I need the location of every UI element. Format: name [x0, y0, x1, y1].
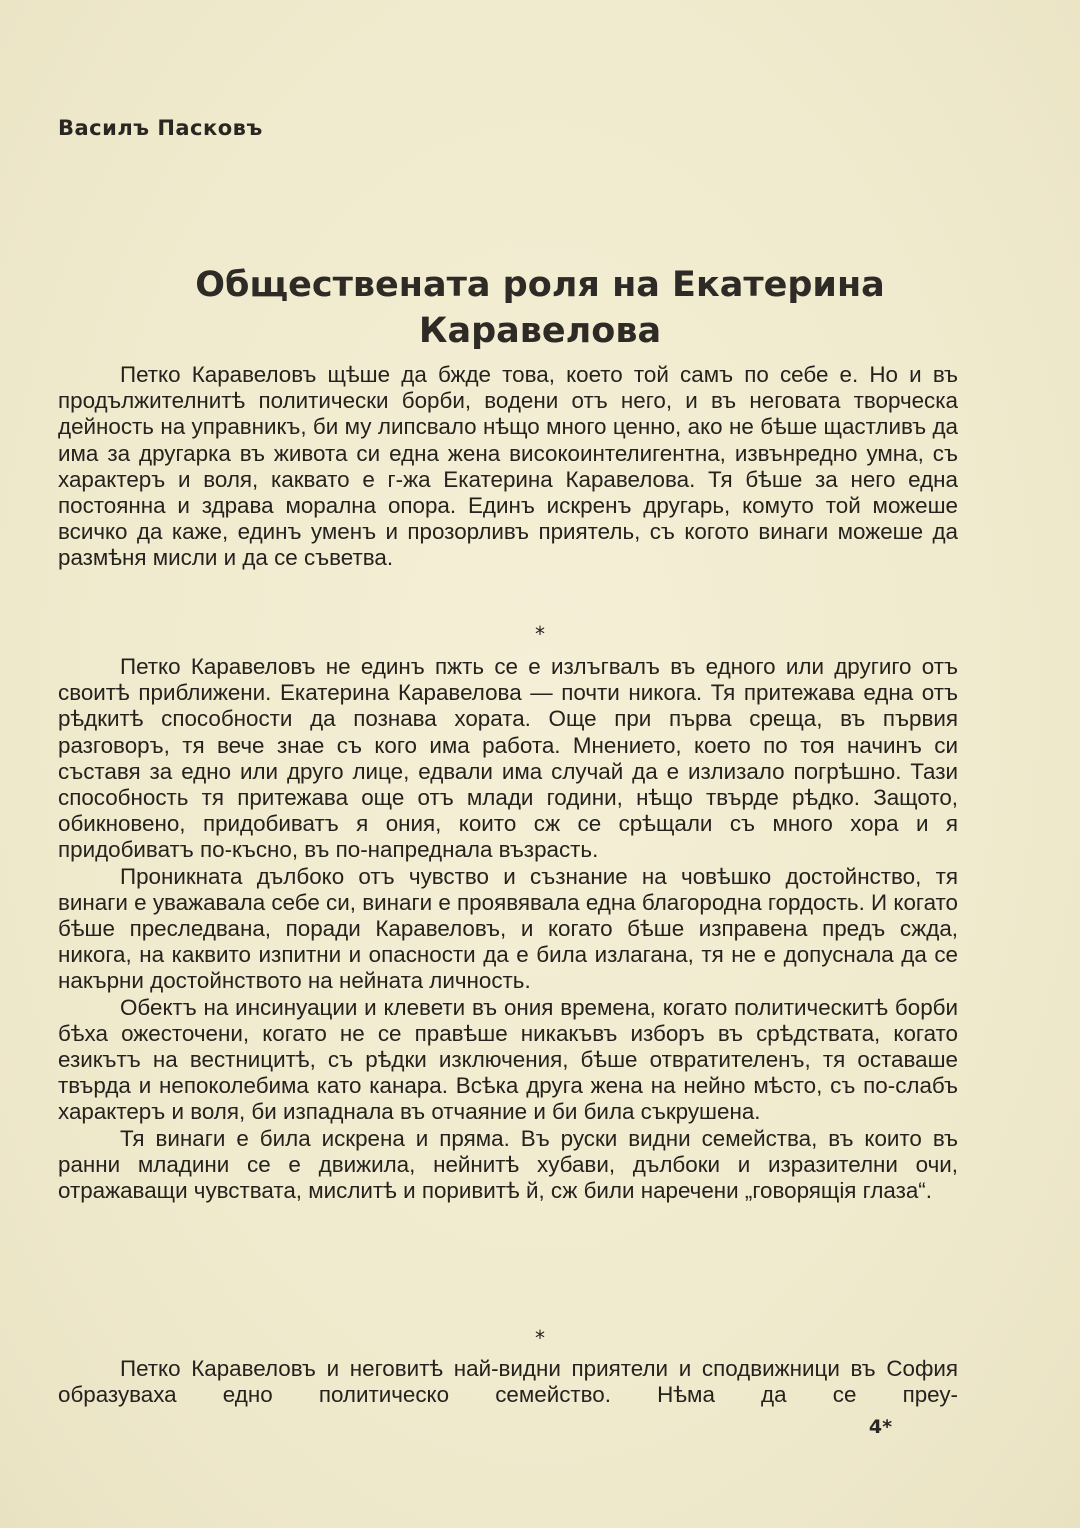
- title-line-1: Обществената роля на Екатерина: [195, 265, 885, 305]
- section-2: [58, 654, 958, 1204]
- article-title: [60, 262, 1020, 354]
- section-3: [58, 1356, 958, 1408]
- section-separator: *: [535, 622, 545, 646]
- paragraph: Петко Каравеловъ и неговитѣ най-видни приятели и сподвижници въ София образуваха едно политическо семейство. Нѣма да се преу-: [58, 1356, 958, 1408]
- paragraph: Петко Каравеловъ щѣше да бжде това, което той самъ по себе е. Но и въ продължителнитѣ политически борби, водени отъ него, и въ неговата творческа дейность на управникъ, би му липсвало нѣщо много ценно, ако не бѣше щастливъ да има за другарка въ живота си една жена високоинтелигентна, извънредно умна, съ характеръ и воля, каквато е г-жа Екатерина Каравелова. Тя бѣше за него една постоянна и здрава морална опора. Единъ искренъ другарь, комуто той можеше всичко да каже, единъ уменъ и прозорливъ приятель, съ когото винаги можеше да размѣня мисли и да се съветва.: [58, 362, 958, 571]
- section-1: [58, 362, 958, 572]
- author-name: Василъ Пасковъ: [58, 116, 263, 140]
- page-number: 4*: [868, 1416, 892, 1438]
- section-separator: *: [535, 1326, 545, 1350]
- paragraph: Петко Каравеловъ не единъ пжть се е излъгвалъ въ едного или другиго отъ своитѣ приближени. Екатерина Каравелова — почти никога. Тя притежава една отъ рѣдкитѣ способности да познава хората. Още при първа среща, въ първия разговоръ, тя вече знае съ кого има работа. Мнението, което по тоя начинъ си съставя за едно или друго лице, едвали има случай да е излизало погрѣшно. Тази способность тя притежава още отъ млади години, нѣщо твърде рѣдко. Защото, обикновено, придобиватъ я ония, които сж се срѣщали съ много хора и я придобиватъ по-късно, въ по-напреднала възрасть.: [58, 654, 958, 863]
- paragraph: Проникната дълбоко отъ чувство и съзнание на човѣшко достойнство, тя винаги е уважавала себе си, винаги е проявявала една благородна гордость. И когато бѣше преследвана, поради Каравеловъ, и когато бѣше изправена предъ сжда, никога, на каквито изпитни и опасности да е била излагана, тя не е допуснала да се накърни достойнството на нейната личность.: [58, 863, 958, 994]
- title-line-2: Каравелова: [418, 311, 662, 351]
- paragraph: Тя винаги е била искрена и пряма. Въ руски видни семейства, въ които въ ранни младини се е движила, нейнитѣ хубави, дълбоки и изразителни очи, отражаващи чувствата, мислитѣ и поривитѣ й, сж били наречени „говорящія глаза“.: [58, 1125, 958, 1204]
- paragraph: Обектъ на инсинуации и клевети въ ония времена, когато политическитѣ борби бѣха ожесточени, когато не се правѣше никакъвъ изборъ въ срѣдствата, когато езикътъ на вестницитѣ, съ рѣдки изключения, бѣше отвратителенъ, тя оставаше твърда и непоколебима като канара. Всѣка друга жена на нейно мѣсто, съ по-слабъ характеръ и воля, би изпаднала въ отчаяние и би била съкрушена.: [58, 994, 958, 1125]
